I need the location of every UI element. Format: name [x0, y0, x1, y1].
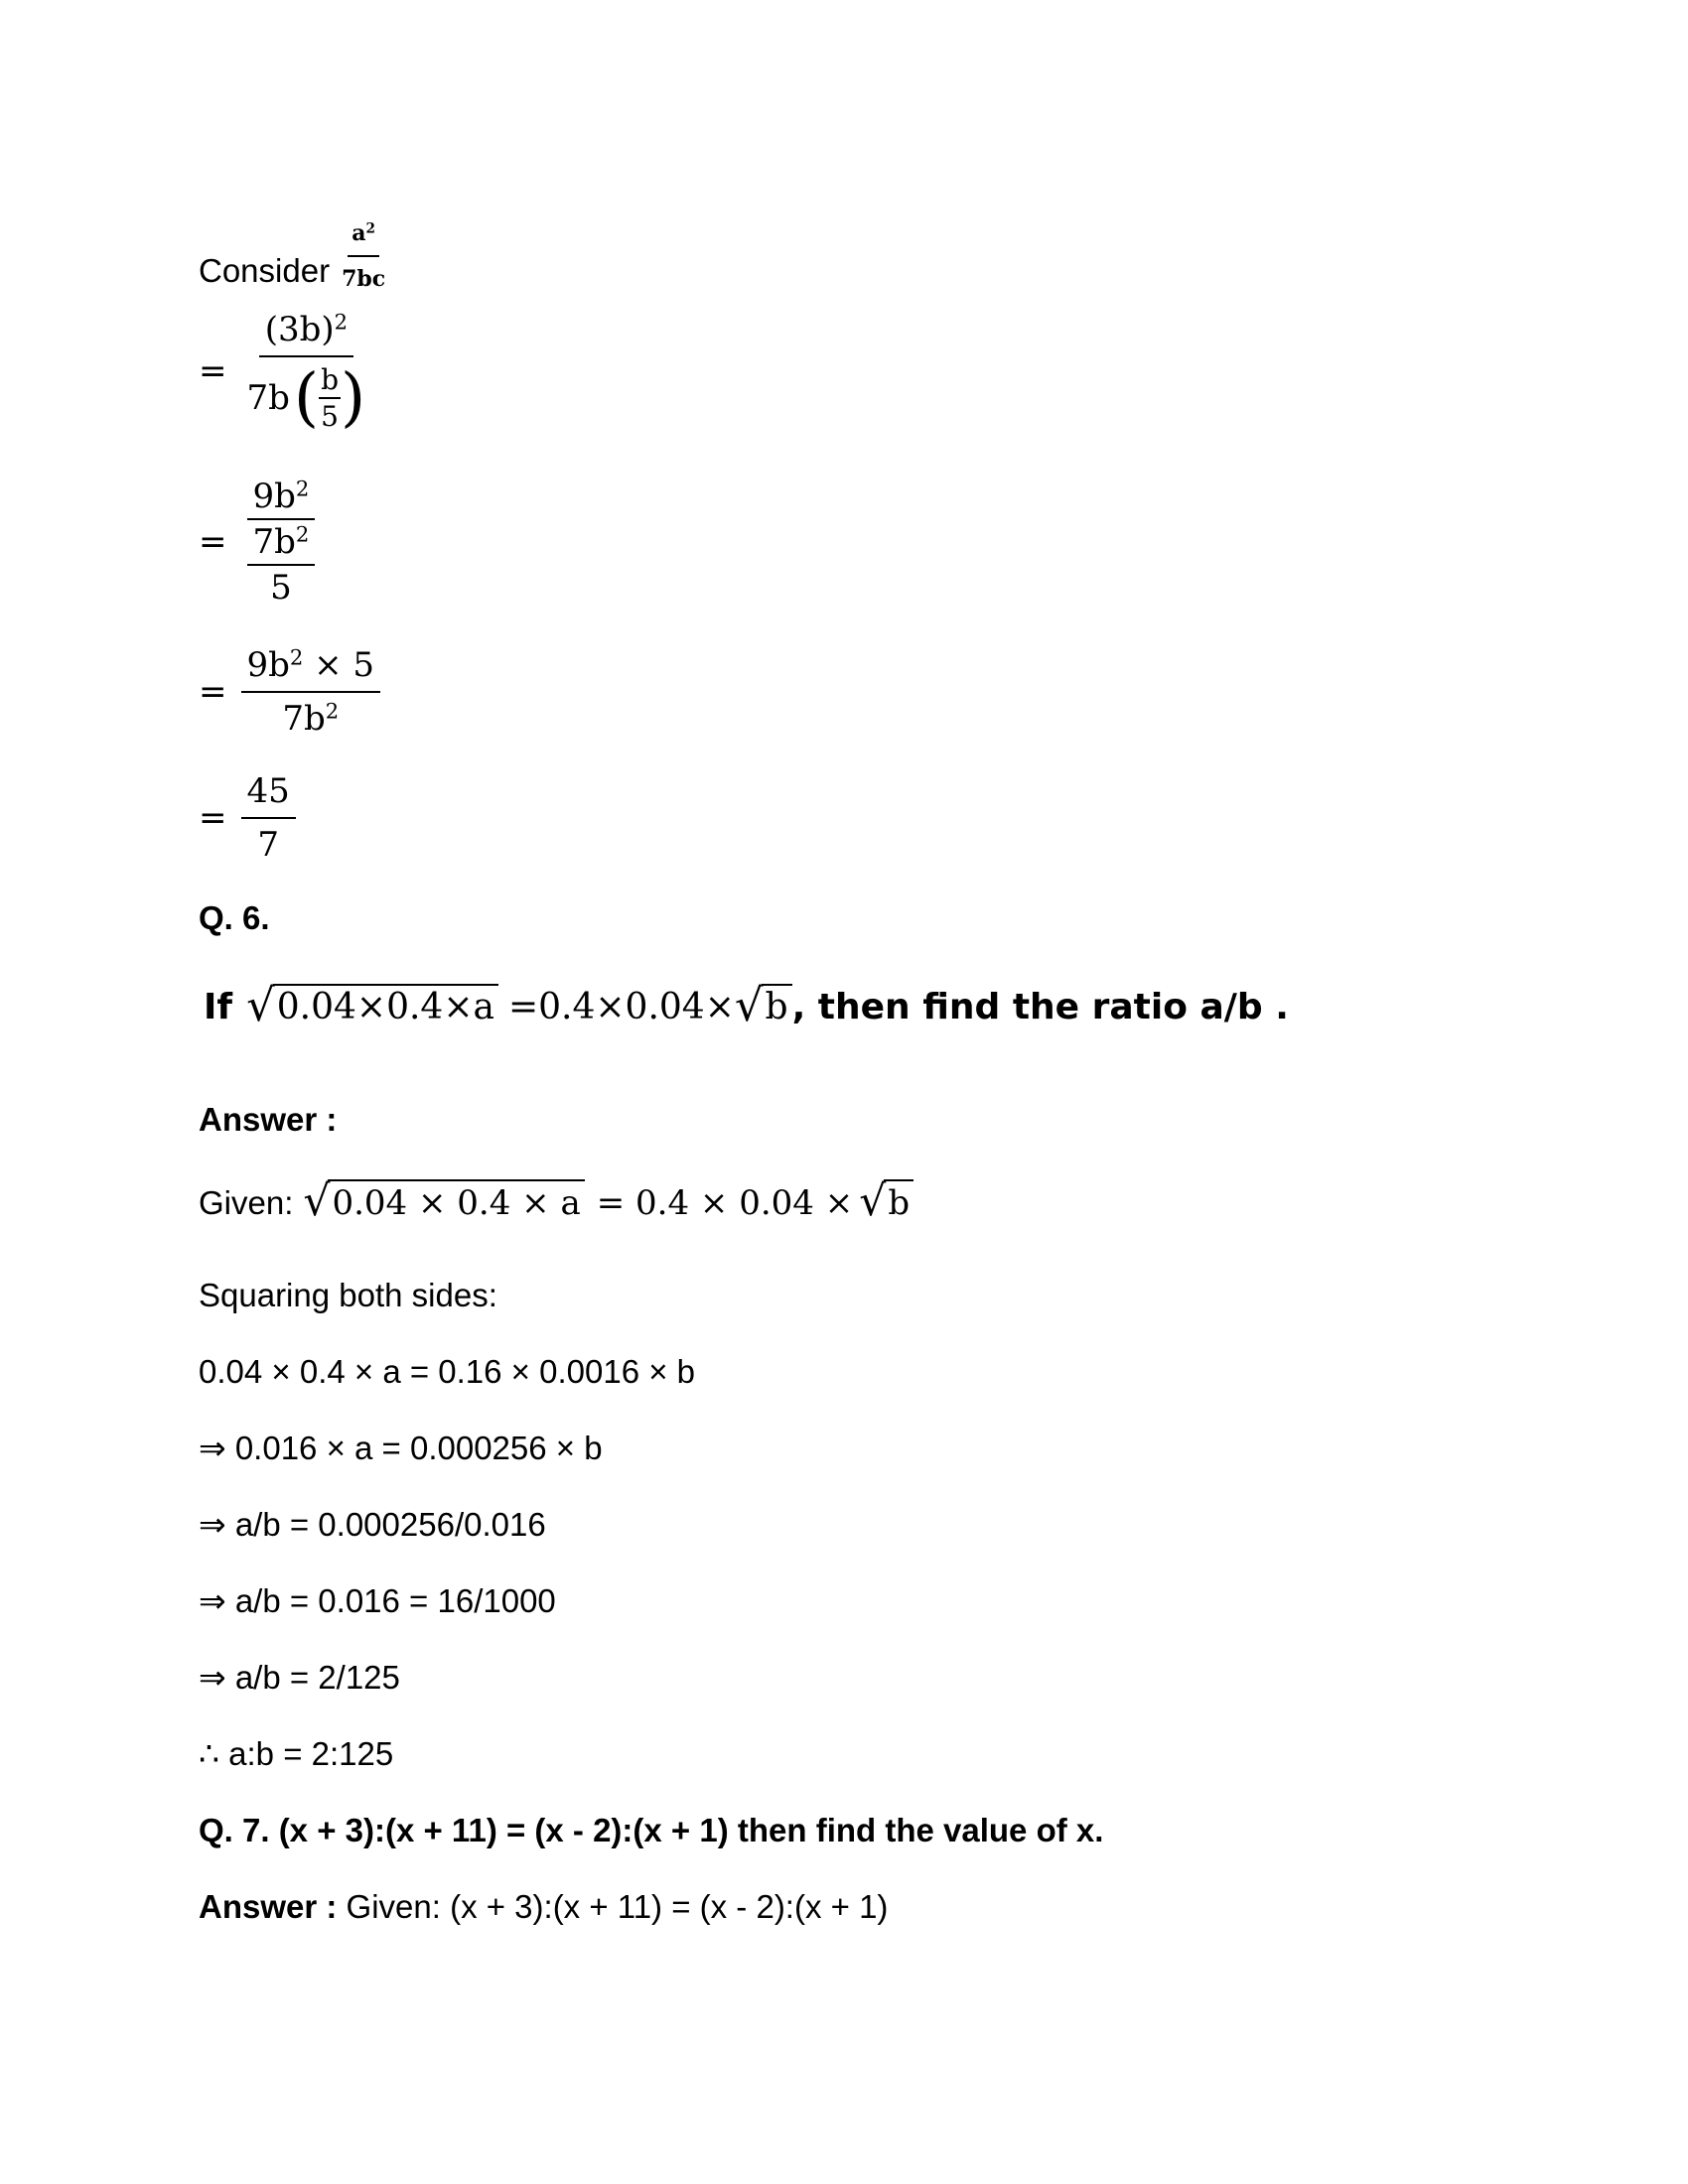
consider-fraction: $\frac{a^2}{7bc}$: [338, 213, 389, 299]
step-ratio-3: ⇒ a/b = 2/125: [199, 1659, 400, 1696]
consider-label: Consider: [199, 252, 331, 289]
q7-question: Q. 7. (x + 3):(x + 11) = (x - 2):(x + 1) then find the value of x.: [199, 1812, 1104, 1848]
step-final-ratio: ∴ a:b = 2:125: [199, 1735, 394, 1772]
given-rhs-sqrt: √ b: [859, 1179, 914, 1223]
q7-answer-label: Answer :: [199, 1888, 338, 1925]
consider-line: [199, 213, 389, 299]
given-sqrt: √ 0.04 × 0.4 × a: [303, 1179, 584, 1223]
step-expanded: 0.04 × 0.4 × a = 0.16 × 0.0016 × b: [199, 1353, 696, 1390]
step4-fraction: $\frac{45}{7}$: [241, 771, 296, 865]
q6-rhs-sqrt: √ b: [735, 983, 792, 1027]
step4-expression: = $\frac{45}{7}$: [199, 771, 296, 865]
step1-expression: = $(3b)^2$ 7b ( $\frac{b}{5}$ ): [199, 310, 371, 433]
q7-answer-text: Given: (x + 3):(x + 11) = (x - 2):(x + 1): [337, 1888, 889, 1925]
q6-answer-label: Answer :: [199, 1101, 338, 1138]
step1-fraction: $(3b)^2$ 7b ( $\frac{b}{5}$ ): [246, 309, 366, 436]
step2-fraction: $\frac{9b^2}{\frac{7b^2}{5}}$: [241, 477, 322, 608]
given-line: Given: √ 0.04 × 0.4 × a = 0.4 × 0.04 × √ b: [199, 1179, 914, 1223]
q6-sqrt: √ 0.04×0.4×a: [246, 983, 498, 1027]
q6-label: Q. 6.: [199, 899, 270, 936]
step3-expression: = $\frac{9b^2 \times 5}{7b^2}$: [199, 645, 380, 739]
step-simplified: ⇒ 0.016 × a = 0.000256 × b: [199, 1430, 603, 1466]
q6-question: If √ 0.04×0.4×a =0.4×0.04× √ b , then find the ratio a/b .: [204, 979, 1289, 1031]
step-ratio-1: ⇒ a/b = 0.000256/0.016: [199, 1506, 546, 1543]
step3-fraction: $\frac{9b^2 \times 5}{7b^2}$: [241, 645, 381, 739]
step2-expression: = $\frac{9b^2}{\frac{7b^2}{5}}$: [199, 477, 321, 608]
step-ratio-2: ⇒ a/b = 0.016 = 16/1000: [199, 1582, 556, 1619]
step-squaring: Squaring both sides:: [199, 1277, 497, 1313]
q7-answer: [199, 1887, 888, 1927]
